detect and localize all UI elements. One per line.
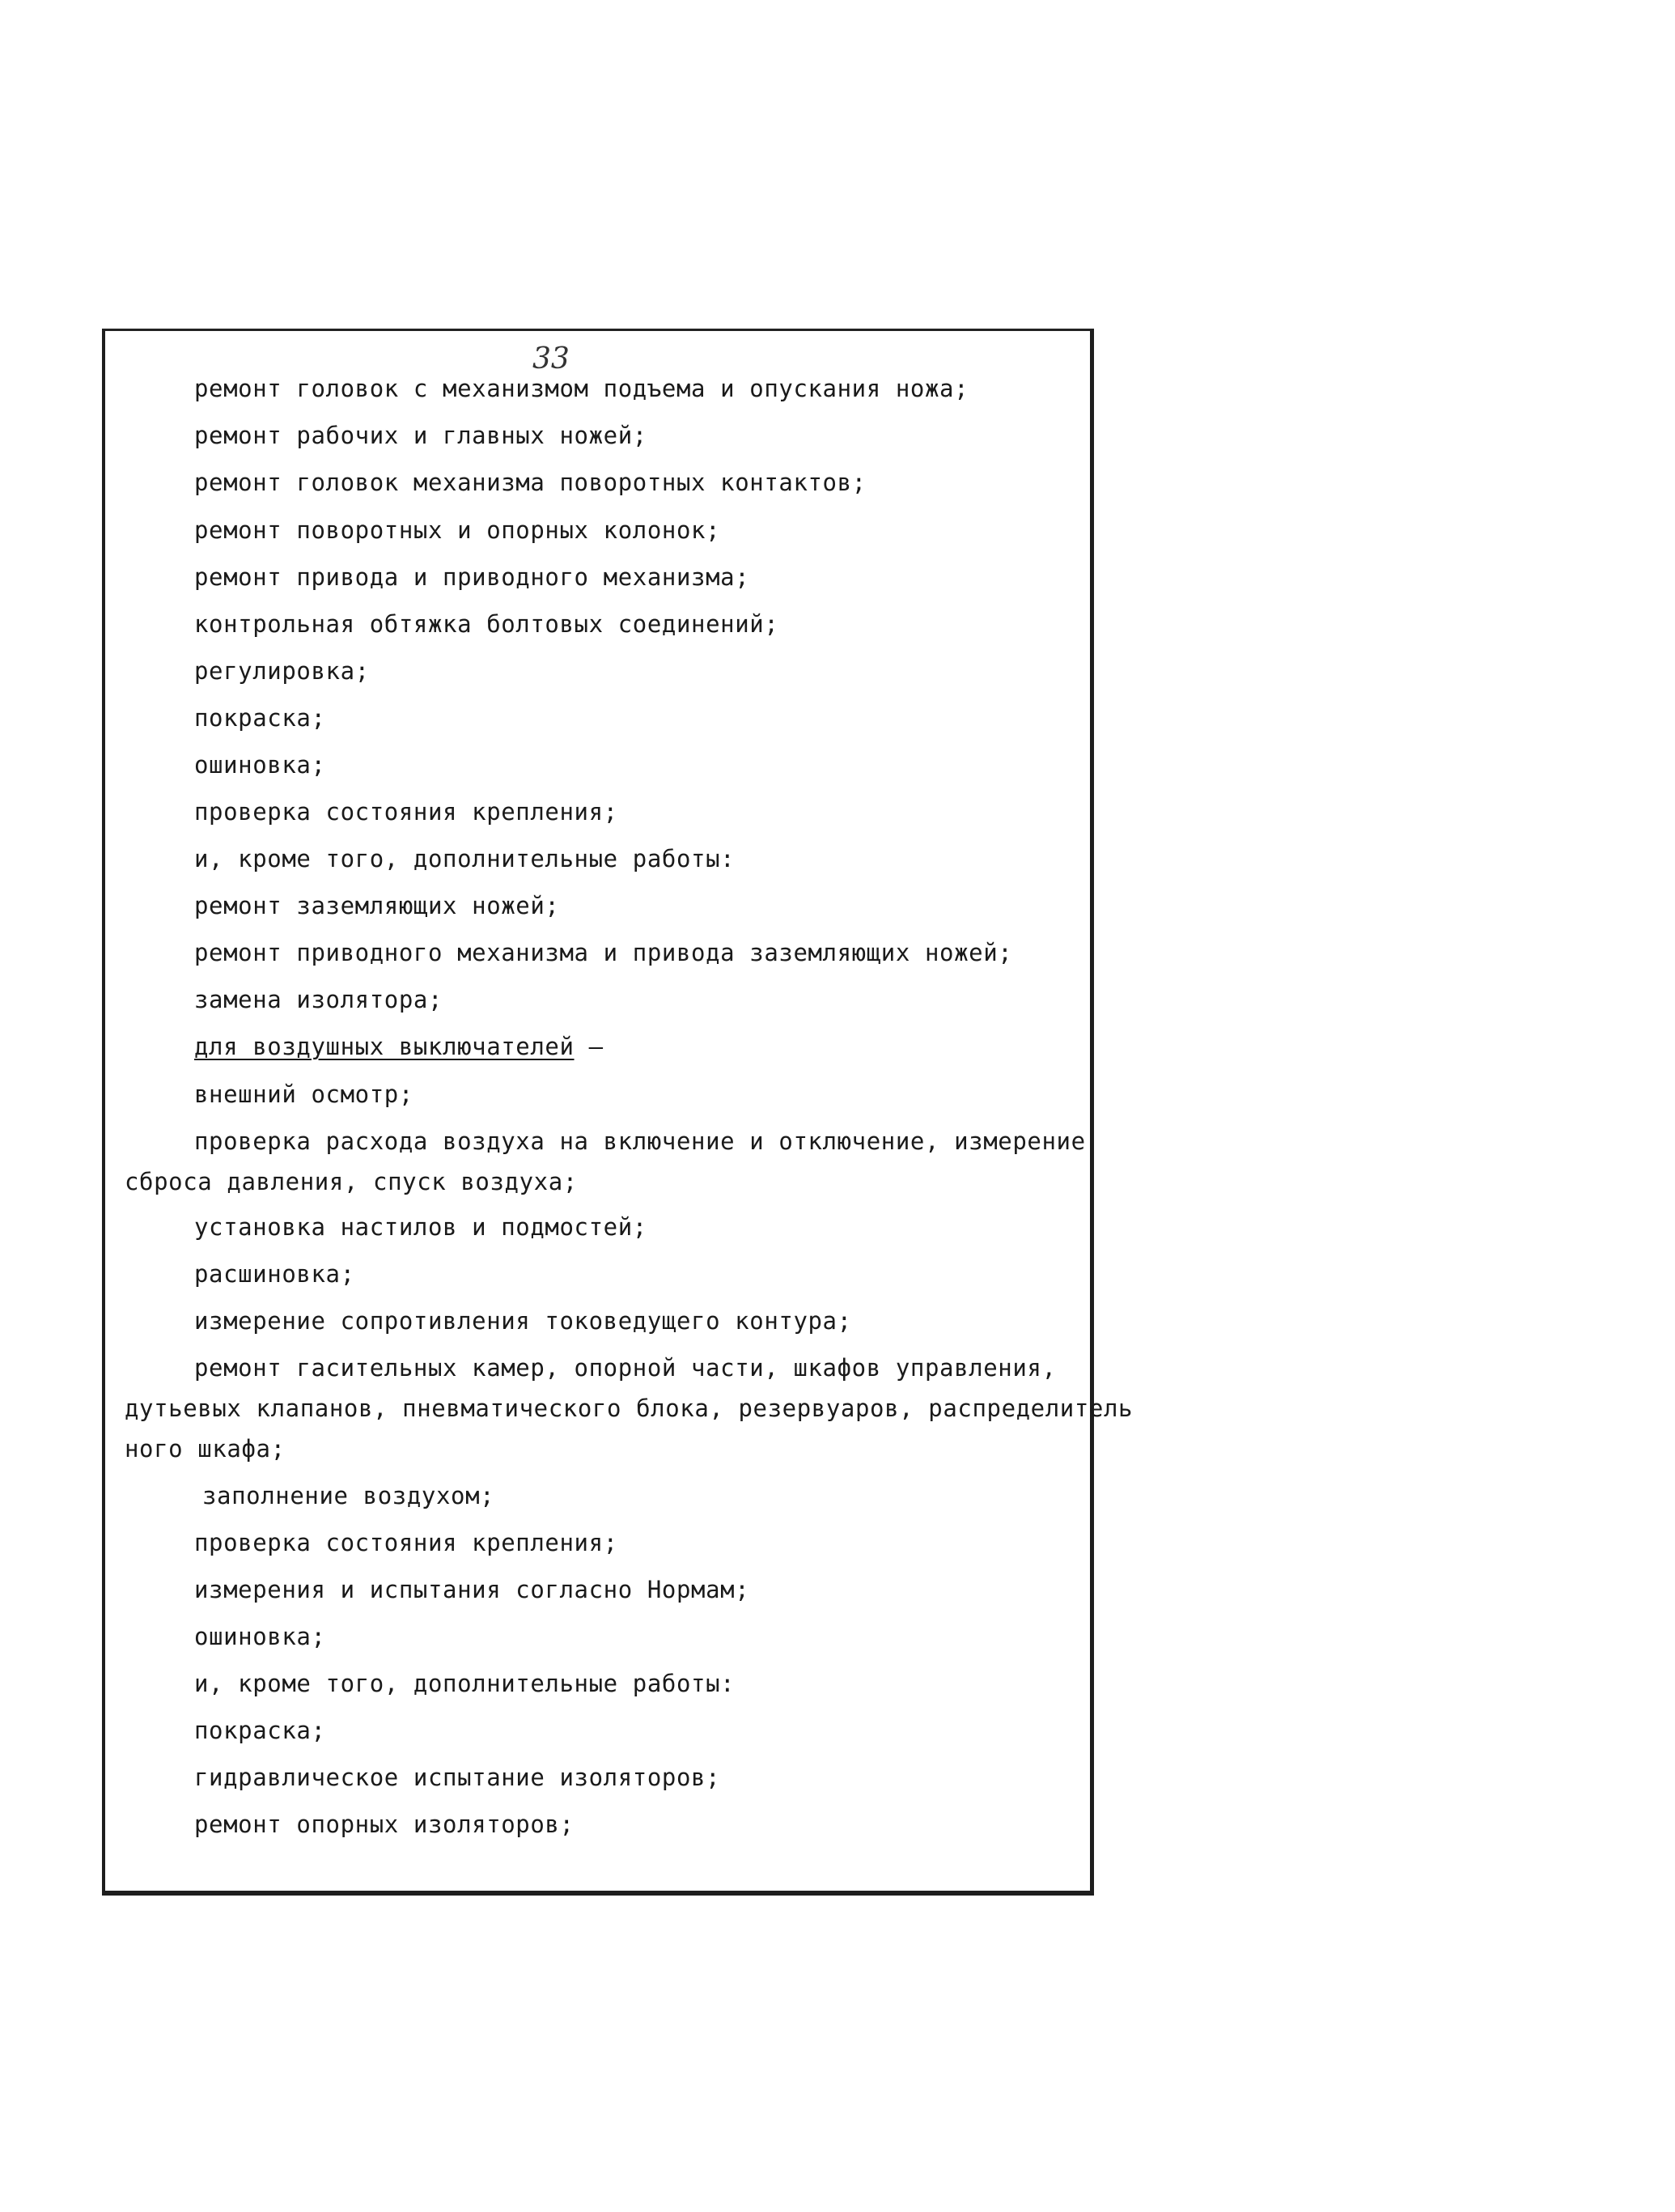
text-line: заполнение воздухом; bbox=[202, 1482, 495, 1509]
text-line: ного шкафа; bbox=[125, 1435, 286, 1463]
text-line: измерение сопротивления токоведущего контура; bbox=[194, 1307, 852, 1335]
text-line: контрольная обтяжка болтовых соединений; bbox=[194, 610, 779, 638]
text-line: ошиновка; bbox=[194, 1623, 326, 1650]
text-line: ремонт привода и приводного механизма; bbox=[194, 563, 750, 591]
page-number: 33 bbox=[532, 342, 570, 376]
section-heading: для воздушных выключателей bbox=[194, 1033, 575, 1060]
text-line: покраска; bbox=[194, 1717, 326, 1744]
text-line: сброса давления, спуск воздуха; bbox=[125, 1168, 578, 1195]
text-line: замена изолятора; bbox=[194, 986, 443, 1013]
text-line: измерения и испытания согласно Нормам; bbox=[194, 1576, 750, 1603]
document-page bbox=[102, 329, 1134, 1896]
text-line: и, кроме того, дополнительные работы: bbox=[194, 1670, 736, 1697]
heading-dash: – bbox=[574, 1033, 604, 1060]
text-line: гидравлическое испытание изоляторов; bbox=[194, 1764, 721, 1791]
text-line: проверка состояния крепления; bbox=[194, 798, 618, 826]
text-line: внешний осмотр; bbox=[194, 1081, 413, 1108]
text-line: установка настилов и подмостей; bbox=[194, 1213, 647, 1241]
section-heading-line bbox=[194, 1033, 604, 1060]
text-line: ремонт поворотных и опорных колонок; bbox=[194, 516, 721, 544]
text-line: и, кроме того, дополнительные работы: bbox=[194, 845, 736, 872]
text-line: ремонт рабочих и главных ножей; bbox=[194, 422, 647, 449]
text-line: расшиновка; bbox=[194, 1260, 355, 1288]
text-line: ремонт опорных изоляторов; bbox=[194, 1811, 575, 1838]
text-line: покраска; bbox=[194, 704, 326, 732]
text-line: ремонт приводного механизма и привода заземляющих ножей; bbox=[194, 939, 1013, 966]
text-line: ремонт заземляющих ножей; bbox=[194, 892, 560, 919]
text-line: ремонт гасительных камер, опорной части, шкафов управления, bbox=[194, 1354, 1057, 1382]
text-line: проверка расхода воздуха на включение и отключение, измерение bbox=[194, 1127, 1086, 1155]
text-line: дутьевых клапанов, пневматического блока, резервуаров, распределитель bbox=[125, 1395, 1134, 1422]
text-line: ремонт головок с механизмом подъема и опускания ножа; bbox=[194, 375, 969, 402]
text-line: проверка состояния крепления; bbox=[194, 1529, 618, 1556]
text-line: ошиновка; bbox=[194, 751, 326, 779]
text-line: регулировка; bbox=[194, 657, 370, 685]
text-line: ремонт головок механизма поворотных контактов; bbox=[194, 469, 867, 496]
text-block bbox=[105, 331, 1134, 1891]
